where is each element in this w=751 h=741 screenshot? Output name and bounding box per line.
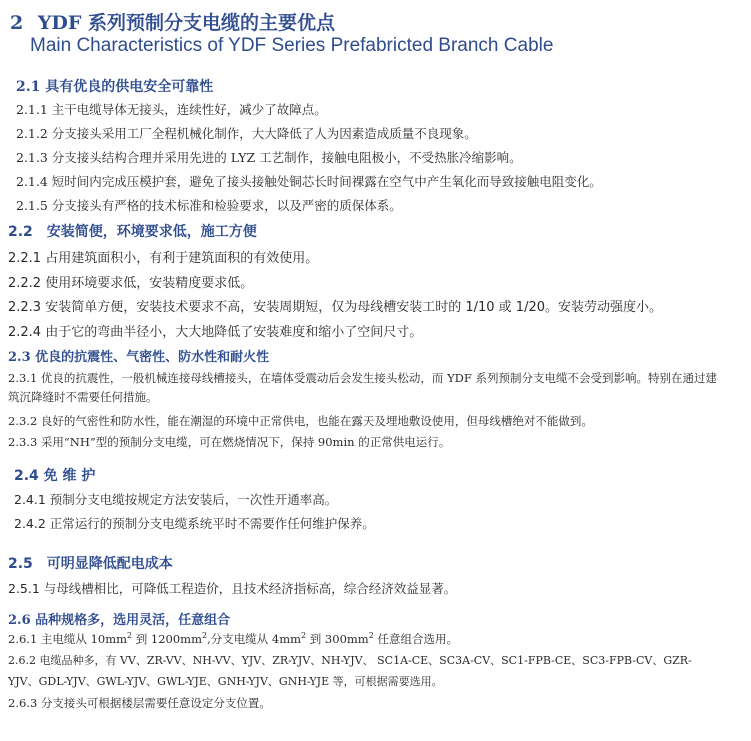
- item-2-6-1: [8, 631, 458, 647]
- item-2-6-1-text: ,分支电缆从 4mm: [207, 632, 302, 646]
- title-chinese: [10, 8, 335, 35]
- superscript: 2: [127, 631, 133, 641]
- item-2-6-1-text: 2.6.1 主电缆从 10mm: [8, 632, 128, 646]
- item-2-5-1: 2.5.1 与母线槽相比，可降低工程造价，且技术经济指标高，综合经济效益显著。: [8, 581, 457, 596]
- item-2-1-3: 2.1.3 分支接头结构合理并采用先进的 LYZ 工艺制作，接触电阻极小，不受热胀冷缩影响。: [16, 150, 522, 165]
- item-2-1-1: 2.1.1 主干电缆导体无接头，连续性好，减少了故障点。: [16, 102, 327, 117]
- section-2-3-heading: 2.3 优良的抗震性、气密性、防水性和耐火性: [8, 350, 270, 365]
- item-2-1-4: 2.1.4 短时间内完成压模护套，避免了接头接触处铜芯长时间裸露在空气中产生氧化而导致接触电阻变化。: [16, 174, 602, 189]
- item-2-4-1: 2.4.1 预制分支电缆按规定方法安装后，一次性开通率高。: [14, 492, 338, 507]
- item-2-6-1-text: 到 300mm: [306, 632, 369, 646]
- item-2-2-2: 2.2.2 使用环境要求低，安装精度要求低。: [8, 276, 254, 291]
- item-2-4-2: 2.4.2 正常运行的预制分支电缆系统平时不需要作任何维护保养。: [14, 516, 375, 531]
- item-2-3-1-cont: 筑沉降缝时不需要任何措施。: [8, 390, 158, 404]
- superscript: 2: [202, 631, 208, 641]
- item-2-2-1: 2.2.1 占用建筑面积小，有利于建筑面积的有效使用。: [8, 251, 319, 266]
- section-2-4-heading: 2.4 免 维 护: [14, 468, 96, 484]
- item-2-6-2: 2.6.2 电缆品种多，有 VV、ZR-VV、NH-VV、YJV、ZR-YJV、NH-YJV、 SC1A-CE、SC3A-CV、SC1-FPB-CE、SC3-FPB-CV、GZR-: [8, 654, 692, 667]
- item-2-6-1-text: 到 1200mm: [132, 632, 202, 646]
- section-2-2-heading: 2.2 安装简便，环境要求低，施工方便: [8, 224, 257, 240]
- item-2-6-1-text: 任意组合选用。: [373, 632, 458, 646]
- item-2-6-3: 2.6.3 分支接头可根据楼层需要任意设定分支位置。: [8, 696, 271, 710]
- item-2-2-3: 2.2.3 安装简单方便，安装技术要求不高，安装周期短，仅为母线槽安装工时的 1/10 或 1/20。安装劳动强度小。: [8, 300, 662, 315]
- superscript: 2: [301, 631, 307, 641]
- item-2-3-3: 2.3.3 采用“NH”型的预制分支电缆，可在燃烧情况下，保持 90min 的正常供电运行。: [8, 435, 451, 449]
- section-2-5-heading: 2.5 可明显降低配电成本: [8, 556, 173, 572]
- title-cn-text: YDF 系列预制分支电缆的主要优点: [37, 12, 336, 34]
- item-2-1-2: 2.1.2 分支接头采用工厂全程机械化制作，大大降低了人为因素造成质量不良现象。: [16, 126, 477, 141]
- item-2-3-1: 2.3.1 优良的抗震性，一般机械连接母线槽接头，在墙体受震动后会发生接头松动，而 YDF 系列预制分支电缆不会受到影响。特别在通过建: [8, 371, 718, 385]
- section-2-1-heading: 2.1 具有优良的供电安全可靠性: [16, 79, 214, 95]
- item-2-6-2-cont: YJV、GDL-YJV、GWL-YJV、GWL-YJE、GNH-YJV、GNH-YJE 等，可根据需要选用。: [8, 675, 443, 688]
- superscript: 2: [368, 631, 374, 641]
- title-number: 2: [10, 12, 24, 34]
- item-2-1-5: 2.1.5 分支接头有严格的技术标准和检验要求，以及严密的质保体系。: [16, 198, 402, 213]
- title-english: Main Characteristics of YDF Series Prefabricted Branch Cable: [30, 35, 554, 56]
- item-2-2-4: 2.2.4 由于它的弯曲半径小，大大地降低了安装难度和缩小了空间尺寸。: [8, 325, 423, 340]
- section-2-6-heading: 2.6 品种规格多，选用灵活，任意组合: [8, 613, 231, 628]
- item-2-3-2: 2.3.2 良好的气密性和防水性，能在潮湿的环境中正常供电，也能在露天及埋地敷设使用，但母线槽绝对不能做到。: [8, 414, 593, 428]
